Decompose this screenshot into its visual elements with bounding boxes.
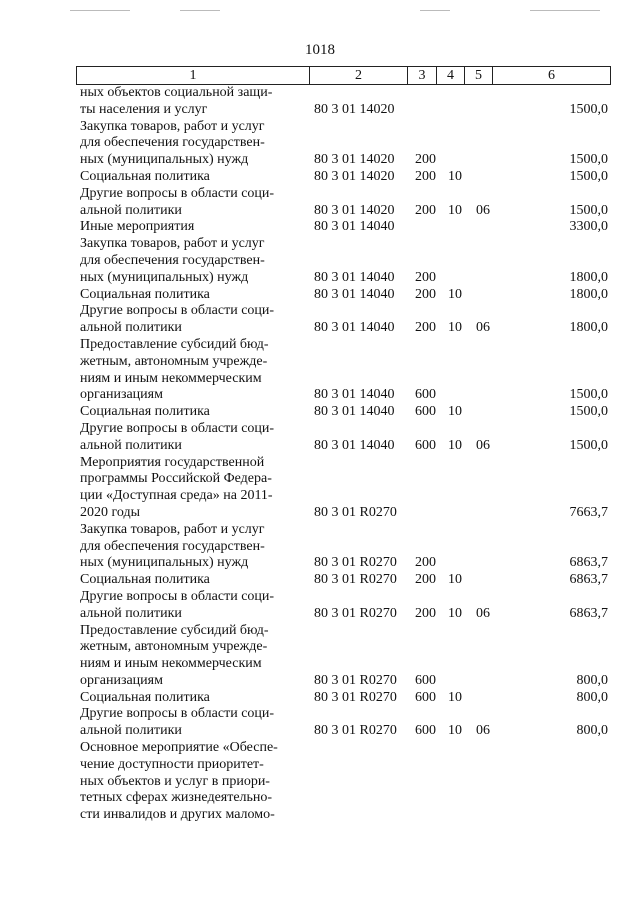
row-col-4: 10 <box>448 437 462 453</box>
description-line: альной политики <box>80 202 182 218</box>
row-amount: 800,0 <box>576 689 608 705</box>
row-col-3: 600 <box>415 387 436 403</box>
column-header-1: 1 <box>77 67 310 84</box>
table-row <box>0 706 640 740</box>
description-line: Закупка товаров, работ и услуг <box>80 236 265 252</box>
description-line: ниям и иным некоммерческим <box>80 656 262 672</box>
description-line: альной политики <box>80 437 182 453</box>
description-line: Иные мероприятия <box>80 219 195 235</box>
row-col-5: 06 <box>476 605 490 621</box>
table-row <box>0 236 640 286</box>
column-header-5: 5 <box>465 67 493 84</box>
row-col-3: 600 <box>415 672 436 688</box>
row-code: 80 3 01 R0270 <box>314 572 397 588</box>
description-line: организациям <box>80 672 163 688</box>
table-row <box>0 337 640 404</box>
row-description <box>80 706 303 740</box>
row-col-3: 200 <box>415 168 436 184</box>
description-line: Социальная политика <box>80 286 210 302</box>
column-header-4: 4 <box>437 67 465 84</box>
row-code: 80 3 01 R0270 <box>314 504 397 520</box>
table-row <box>0 572 640 589</box>
description-line: Другие вопросы в области соци- <box>80 420 275 436</box>
description-line: программы Российской Федера- <box>80 471 272 487</box>
row-col-3: 200 <box>415 605 436 621</box>
row-col-3: 200 <box>415 320 436 336</box>
table-row <box>0 740 640 824</box>
table-row <box>0 287 640 304</box>
row-col-4: 10 <box>448 286 462 302</box>
row-amount: 1500,0 <box>569 404 608 420</box>
row-col-3: 200 <box>415 202 436 218</box>
description-line: Основное мероприятие «Обеспе- <box>80 740 278 756</box>
row-amount: 800,0 <box>576 672 608 688</box>
row-amount: 1800,0 <box>569 320 608 336</box>
description-line: альной политики <box>80 723 182 739</box>
table-row <box>0 119 640 169</box>
column-header-2: 2 <box>310 67 408 84</box>
description-line: альной политики <box>80 320 182 336</box>
row-code: 80 3 01 14040 <box>314 269 395 285</box>
row-description <box>80 119 303 169</box>
row-col-3: 600 <box>415 689 436 705</box>
row-description <box>80 186 303 220</box>
row-amount: 3300,0 <box>569 219 608 235</box>
row-description <box>80 572 303 589</box>
row-code: 80 3 01 14040 <box>314 219 395 235</box>
row-description <box>80 337 303 404</box>
row-description <box>80 85 303 119</box>
row-description <box>80 169 303 186</box>
description-line: для обеспечения государствен- <box>80 135 265 151</box>
row-col-4: 10 <box>448 723 462 739</box>
row-col-4: 10 <box>448 572 462 588</box>
description-line: Социальная политика <box>80 572 210 588</box>
row-col-4: 10 <box>448 320 462 336</box>
table-row <box>0 589 640 623</box>
row-description <box>80 219 303 236</box>
description-line: для обеспечения государствен- <box>80 538 265 554</box>
scan-artifacts <box>60 10 620 14</box>
table-row <box>0 219 640 236</box>
row-code: 80 3 01 14040 <box>314 404 395 420</box>
row-amount: 1500,0 <box>569 152 608 168</box>
description-line: альной политики <box>80 605 182 621</box>
table-row <box>0 85 640 119</box>
description-line: Другие вопросы в области соци- <box>80 706 275 722</box>
row-amount: 1800,0 <box>569 286 608 302</box>
row-col-4: 10 <box>448 605 462 621</box>
row-code: 80 3 01 14020 <box>314 202 395 218</box>
row-amount: 1500,0 <box>569 202 608 218</box>
row-code: 80 3 01 R0270 <box>314 689 397 705</box>
row-code: 80 3 01 14020 <box>314 152 395 168</box>
row-col-3: 600 <box>415 723 436 739</box>
description-line: ты населения и услуг <box>80 101 208 117</box>
description-line: Другие вопросы в области соци- <box>80 303 275 319</box>
row-amount: 800,0 <box>576 723 608 739</box>
row-description <box>80 740 303 824</box>
row-code: 80 3 01 R0270 <box>314 555 397 571</box>
description-line: ных (муниципальных) нужд <box>80 555 249 571</box>
row-description <box>80 421 303 455</box>
row-code: 80 3 01 R0270 <box>314 723 397 739</box>
row-code: 80 3 01 14040 <box>314 320 395 336</box>
row-amount: 1500,0 <box>569 168 608 184</box>
table-row <box>0 404 640 421</box>
row-amount: 6863,7 <box>569 572 608 588</box>
description-line: Мероприятия государственной <box>80 454 265 470</box>
row-col-5: 06 <box>476 202 490 218</box>
row-amount: 1500,0 <box>569 387 608 403</box>
description-line: Другие вопросы в области соци- <box>80 185 275 201</box>
column-header-3: 3 <box>408 67 437 84</box>
description-line: Предоставление субсидий бюд- <box>80 336 269 352</box>
table-row <box>0 169 640 186</box>
table-row <box>0 690 640 707</box>
table-row <box>0 522 640 572</box>
table-row <box>0 455 640 522</box>
row-col-4: 10 <box>448 168 462 184</box>
row-amount: 7663,7 <box>569 504 608 520</box>
page-number: 1018 <box>305 42 335 58</box>
row-description <box>80 522 303 572</box>
row-col-5: 06 <box>476 723 490 739</box>
row-col-3: 600 <box>415 437 436 453</box>
description-line: ных объектов социальной защи- <box>80 85 273 100</box>
budget-table-body <box>0 85 640 824</box>
row-col-4: 10 <box>448 202 462 218</box>
description-line: сти инвалидов и других маломо- <box>80 807 275 823</box>
description-line: Закупка товаров, работ и услуг <box>80 118 265 134</box>
row-code: 80 3 01 R0270 <box>314 672 397 688</box>
row-amount: 1800,0 <box>569 269 608 285</box>
row-description <box>80 690 303 707</box>
row-code: 80 3 01 14040 <box>314 437 395 453</box>
row-col-3: 200 <box>415 286 436 302</box>
row-description <box>80 236 303 286</box>
row-col-3: 200 <box>415 572 436 588</box>
row-code: 80 3 01 14040 <box>314 387 395 403</box>
description-line: Закупка товаров, работ и услуг <box>80 521 265 537</box>
row-code: 80 3 01 14020 <box>314 168 395 184</box>
row-amount: 6863,7 <box>569 555 608 571</box>
table-row <box>0 421 640 455</box>
row-code: 80 3 01 14040 <box>314 286 395 302</box>
description-line: тетных сферах жизнедеятельно- <box>80 790 273 806</box>
description-line: Предоставление субсидий бюд- <box>80 622 269 638</box>
row-amount: 6863,7 <box>569 605 608 621</box>
row-amount: 1500,0 <box>569 101 608 117</box>
description-line: жетным, автономным учрежде- <box>80 353 268 369</box>
row-description <box>80 589 303 623</box>
row-col-4: 10 <box>448 689 462 705</box>
description-line: жетным, автономным учрежде- <box>80 639 268 655</box>
table-column-header <box>76 66 611 85</box>
description-line: ных объектов и услуг в приори- <box>80 773 270 789</box>
table-row <box>0 623 640 690</box>
row-description <box>80 623 303 690</box>
description-line: Другие вопросы в области соци- <box>80 588 275 604</box>
description-line: чение доступности приоритет- <box>80 756 264 772</box>
description-line: Социальная политика <box>80 689 210 705</box>
row-col-3: 200 <box>415 555 436 571</box>
table-row <box>0 303 640 337</box>
row-col-4: 10 <box>448 404 462 420</box>
description-line: Социальная политика <box>80 404 210 420</box>
description-line: ных (муниципальных) нужд <box>80 269 249 285</box>
row-amount: 1500,0 <box>569 437 608 453</box>
row-col-5: 06 <box>476 437 490 453</box>
column-header-6: 6 <box>548 68 555 83</box>
description-line: 2020 годы <box>80 504 141 520</box>
row-description <box>80 455 303 522</box>
row-col-3: 200 <box>415 152 436 168</box>
table-row <box>0 186 640 220</box>
row-code: 80 3 01 14020 <box>314 101 395 117</box>
description-line: ниям и иным некоммерческим <box>80 370 262 386</box>
row-col-5: 06 <box>476 320 490 336</box>
row-col-3: 200 <box>415 269 436 285</box>
description-line: Социальная политика <box>80 168 210 184</box>
row-description <box>80 404 303 421</box>
row-description <box>80 287 303 304</box>
row-description <box>80 303 303 337</box>
description-line: ции «Доступная среда» на 2011- <box>80 488 273 504</box>
description-line: ных (муниципальных) нужд <box>80 152 249 168</box>
row-code: 80 3 01 R0270 <box>314 605 397 621</box>
description-line: организациям <box>80 387 163 403</box>
description-line: для обеспечения государствен- <box>80 252 265 268</box>
row-col-3: 600 <box>415 404 436 420</box>
